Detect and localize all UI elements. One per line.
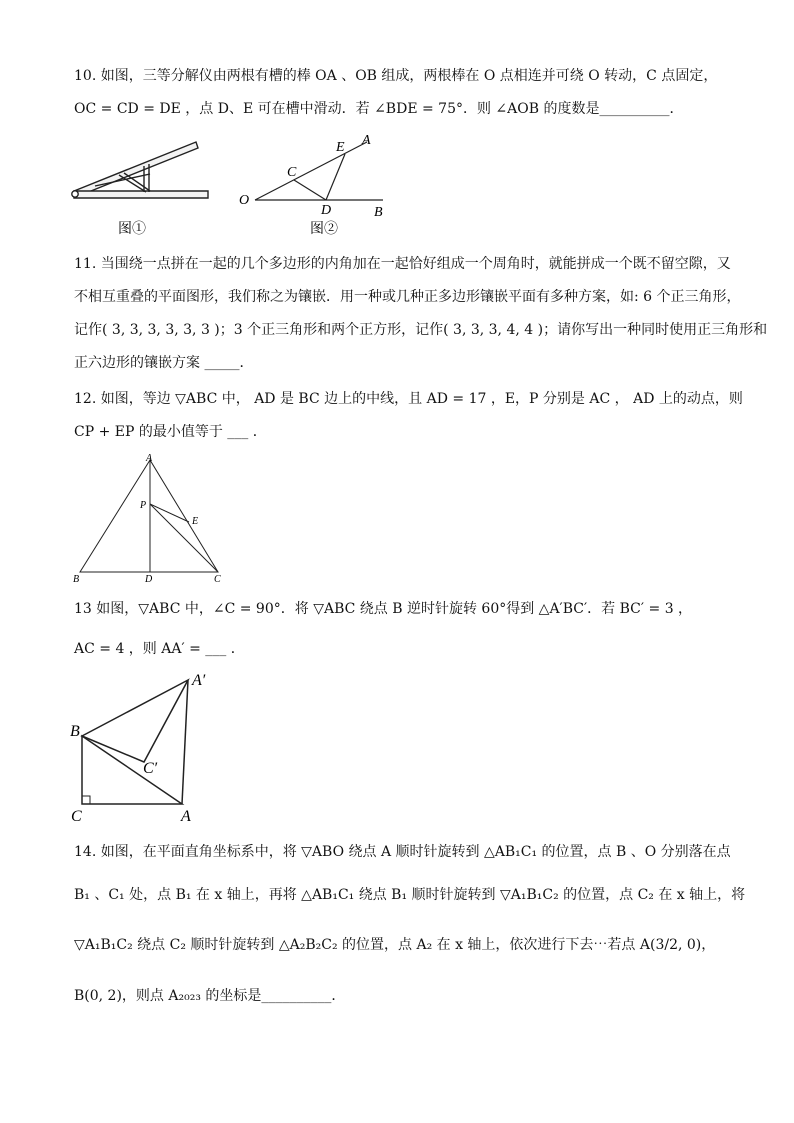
point-P-label: P bbox=[140, 500, 147, 511]
problem-10-figure bbox=[60, 128, 410, 240]
problem-11-line-1: 11. 当围绕一点拼在一起的几个多边形的内角加在一起恰好组成一个周角时，就能拼成一个既不留空隙，又 bbox=[74, 256, 731, 272]
angle-diagram bbox=[255, 142, 383, 200]
problem-13-line-1: 13 如图，▽ABC 中，∠C = 90°．将 ▽ABC 绕点 B 逆时针旋转 60°得到 △A′BC′．若 BC′ = 3 ， bbox=[74, 601, 693, 617]
trisector-device-drawing bbox=[72, 142, 208, 198]
problem-13-line-2: AC = 4 ，则 AA′ = ___ ． bbox=[74, 641, 245, 657]
point-E-label: E bbox=[192, 516, 199, 527]
figure-1-caption: 图① bbox=[118, 221, 146, 237]
vertex-A-prime-label: A′ bbox=[192, 672, 206, 689]
point-D-label: D bbox=[145, 574, 153, 585]
vertex-C-prime-label: C′ bbox=[143, 760, 158, 777]
vertex-C-label: C bbox=[214, 574, 221, 585]
problem-11-line-3: 记作( 3, 3, 3, 3, 3, 3 )；3 个正三角形和两个正方形，记作( 3, 3, 3, 4, 4 )；请你写出一种同时使用正三角形和 bbox=[74, 322, 768, 338]
point-C-label: C bbox=[287, 165, 297, 180]
problem-14-line-1: 14. 如图，在平面直角坐标系中，将 ▽ABO 绕点 A 顺时针旋转到 △AB₁C₁ 的位置，点 B 、O 分别落在点 bbox=[74, 844, 731, 860]
problem-14-line-2: B₁ 、C₁ 处，点 B₁ 在 x 轴上，再将 △AB₁C₁ 绕点 B₁ 顺时针旋转到 ▽A₁B₁C₂ 的位置，点 C₂ 在 x 轴上，将 bbox=[74, 887, 746, 903]
problem-11-line-4: 正六边形的镶嵌方案 _____． bbox=[74, 355, 254, 371]
vertex-B-label: B bbox=[73, 574, 80, 585]
problem-13-figure bbox=[68, 668, 218, 828]
vertex-A-label: A bbox=[146, 453, 153, 464]
point-O-label: O bbox=[239, 193, 250, 208]
vertex-A-label: A bbox=[181, 808, 191, 825]
problem-12-line-1: 12. 如图，等边 ▽ABC 中， AD 是 BC 边上的中线，且 AD = 17 ，E，P 分别是 AC ， AD 上的动点，则 bbox=[74, 391, 743, 407]
problem-10-line-2: OC = CD = DE ，点 D、E 可在槽中滑动．若 ∠BDE = 75°．则 ∠AOB 的度数是__________． bbox=[74, 101, 684, 117]
vertex-C-label: C bbox=[71, 808, 82, 825]
point-A-label: A bbox=[362, 133, 371, 148]
vertex-B-label: B bbox=[70, 723, 80, 740]
problem-11-line-2: 不相互重叠的平面图形，我们称之为镶嵌．用一种或几种正多边形镶嵌平面有多种方案，如: 6 个正三角形， bbox=[74, 289, 741, 305]
problem-10-line-1: 10. 如图，三等分解仪由两根有槽的棒 OA 、OB 组成，两根棒在 O 点相连并可绕 O 转动，C 点固定， bbox=[74, 68, 718, 84]
point-D-label: D bbox=[321, 203, 332, 218]
problem-12-line-2: CP + EP 的最小值等于 ___ ． bbox=[74, 424, 267, 440]
problem-12-figure bbox=[68, 450, 238, 588]
rotation-triangle-diagram bbox=[82, 680, 188, 804]
problem-14-line-3: ▽A₁B₁C₂ 绕点 C₂ 顺时针旋转到 △A₂B₂C₂ 的位置，点 A₂ 在 x 轴上，依次进行下去⋯若点 A(3/2, 0)， bbox=[74, 937, 716, 953]
figure-2-caption: 图② bbox=[310, 221, 338, 237]
point-B-label: B bbox=[374, 205, 383, 220]
point-E-label: E bbox=[336, 140, 345, 155]
problem-14-line-4: B(0, 2)，则点 A₂₀₂₃ 的坐标是__________． bbox=[74, 988, 346, 1004]
